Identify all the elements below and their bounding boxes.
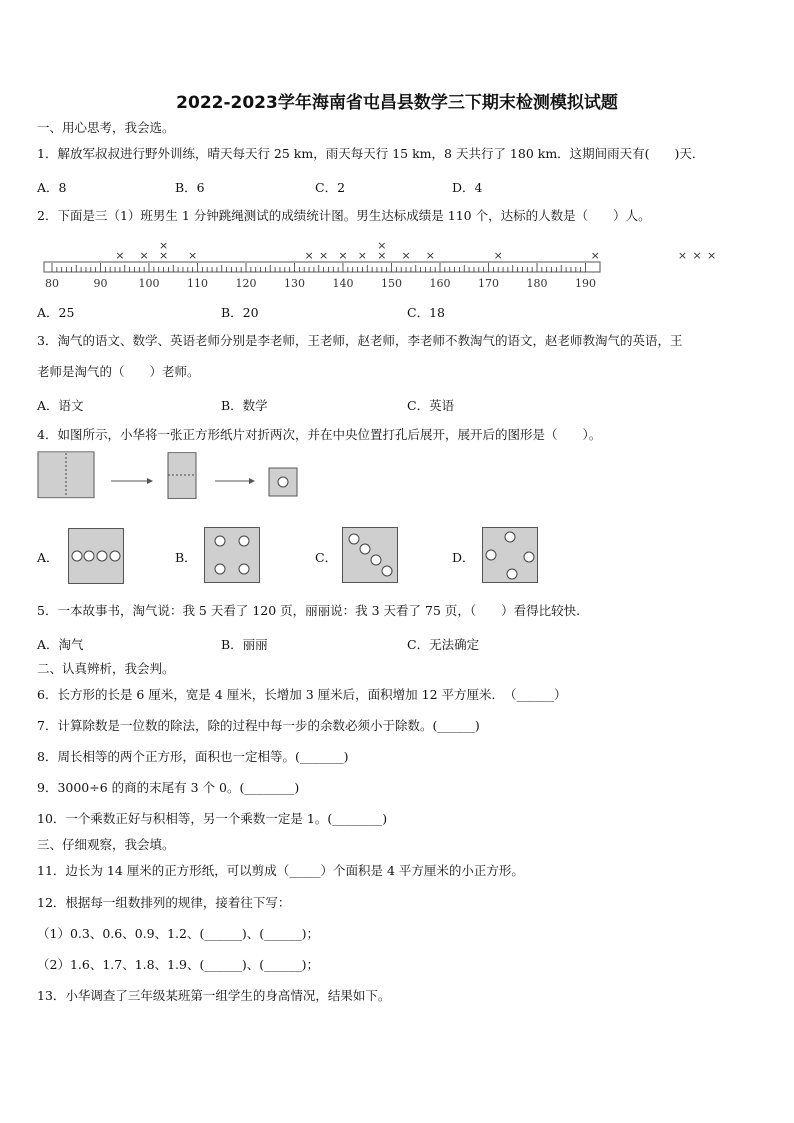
question-12-part-2: （2）1.6、1.7、1.8、1.9、(______)、(______)；	[37, 957, 319, 972]
option-a[interactable]: A．语文	[37, 398, 84, 413]
scale-label: 190	[575, 277, 596, 290]
section-heading-3: 三、仔细观察，我会填。	[37, 837, 175, 852]
question-1: 1．解放军叔叔进行野外训练，晴天每天行 25 km，雨天每天行 15 km，8 天共行了 180 km．这期间雨天有( )天．	[37, 146, 705, 161]
score-mark: ×	[377, 249, 387, 262]
option-c-figure[interactable]	[342, 527, 398, 583]
scale-label: 130	[284, 277, 305, 290]
half-folded-paper	[168, 453, 196, 499]
question-9: 9．3000÷6 的商的末尾有 3 个 0。(________)	[37, 780, 300, 795]
section-heading-1: 一、用心思考，我会选。	[37, 120, 175, 135]
score-mark: ×	[115, 249, 125, 262]
score-mark: ×	[425, 249, 435, 262]
score-mark: ×	[357, 249, 368, 262]
option-c[interactable]: C．2	[315, 180, 346, 195]
option-a[interactable]: A．	[37, 550, 59, 565]
arrow-2-head	[249, 478, 255, 484]
score-mark: ×	[590, 249, 600, 262]
question-12: 12．根据每一组数排列的规律，接着往下写：	[37, 895, 291, 910]
question-2: 2．下面是三（1）班男生 1 分钟跳绳测试的成绩统计图。男生达标成绩是 110 个，达标的人数是（ ）人。	[37, 208, 651, 223]
option-c[interactable]: C．无法确定	[407, 637, 480, 652]
scale-label: 120	[235, 277, 257, 290]
scale-label: 170	[478, 277, 499, 290]
question-8: 8．周长相等的两个正方形，面积也一定相等。(_______)	[37, 749, 349, 764]
score-mark: ×	[401, 249, 411, 262]
section-heading-2: 二、认真辨析，我会判。	[37, 661, 175, 676]
option-a-figure[interactable]	[68, 528, 124, 584]
score-mark: ×	[318, 249, 329, 262]
scale-label: 160	[429, 277, 451, 290]
ruler-band	[44, 262, 600, 272]
option-d[interactable]: D．4	[452, 180, 483, 195]
option-b[interactable]: B．丽丽	[221, 637, 268, 652]
scale-label: 140	[332, 277, 354, 290]
scale-label: 90	[93, 277, 108, 290]
score-mark: ×	[377, 239, 387, 252]
option-b[interactable]: B．	[175, 550, 197, 565]
question-4: 4．如图所示，小华将一张正方形纸片对折两次，并在中央位置打孔后展开，展开后的图形是（ ）。	[37, 427, 602, 442]
score-mark: ×	[338, 249, 348, 262]
score-mark: ×	[188, 249, 198, 262]
score-mark: ×	[677, 249, 688, 262]
scale-label: 150	[381, 277, 402, 290]
option-a[interactable]: A．8	[37, 180, 67, 195]
jump-rope-dot-plot	[40, 232, 717, 294]
option-a[interactable]: A．25	[37, 305, 75, 320]
option-a[interactable]: A．淘气	[37, 637, 84, 652]
score-mark: ×	[692, 249, 702, 262]
option-d-figure[interactable]	[482, 527, 538, 583]
option-d[interactable]: D．	[452, 550, 475, 565]
question-3-line-1: 3．淘气的语文、数学、英语老师分别是李老师，王老师，赵老师，李老师不教淘气的语文，赵老师教淘气的英语，王	[37, 333, 683, 348]
score-mark: ×	[158, 239, 169, 252]
option-c[interactable]: C．	[315, 550, 338, 565]
option-b[interactable]: B．20	[221, 305, 259, 320]
option-b[interactable]: B．6	[175, 180, 205, 195]
question-12-part-1: （1）0.3、0.6、0.9、1.2、(______)、(______)；	[37, 926, 319, 941]
question-5: 5．一本故事书，淘气说：我 5 天看了 120 页，丽丽说：我 3 天看了 75 页，（ ）看得比较快.	[37, 603, 581, 618]
question-6: 6．长方形的长是 6 厘米，宽是 4 厘米，长增加 3 厘米后，面积增加 12 平方厘米． （______）	[37, 687, 567, 702]
score-mark: ×	[139, 249, 149, 262]
question-13: 13．小华调查了三年级某班第一组学生的身高情况，结果如下。	[37, 988, 391, 1003]
score-mark: ×	[158, 249, 169, 262]
question-7: 7．计算除数是一位数的除法，除的过程中每一步的余数必须小于除数。(______)	[37, 718, 480, 733]
score-mark: ×	[493, 249, 503, 262]
scale-label: 100	[138, 277, 160, 290]
option-c[interactable]: C．英语	[407, 398, 455, 413]
question-11: 11．边长为 14 厘米的正方形纸，可以剪成（_____）个面积是 4 平方厘米的小正方形。	[37, 863, 524, 878]
scale-label: 180	[526, 277, 548, 290]
option-c[interactable]: C．18	[407, 305, 445, 320]
option-b-figure[interactable]	[204, 527, 260, 583]
score-mark: ×	[304, 249, 314, 262]
punched-hole	[278, 477, 288, 487]
score-mark: ×	[706, 249, 717, 262]
scale-label: 80	[45, 277, 59, 290]
arrow-1-head	[147, 478, 153, 484]
scale-label: 110	[187, 277, 208, 290]
page-title: 2022-2023学年海南省屯昌县数学三下期末检测模拟试题	[176, 93, 618, 113]
folding-sequence-figure	[37, 451, 307, 499]
option-b[interactable]: B．数学	[221, 398, 268, 413]
question-3-line-2: 老师是淘气的（ ）老师。	[37, 364, 200, 379]
question-10: 10．一个乘数正好与积相等，另一个乘数一定是 1。(________)	[37, 811, 388, 826]
